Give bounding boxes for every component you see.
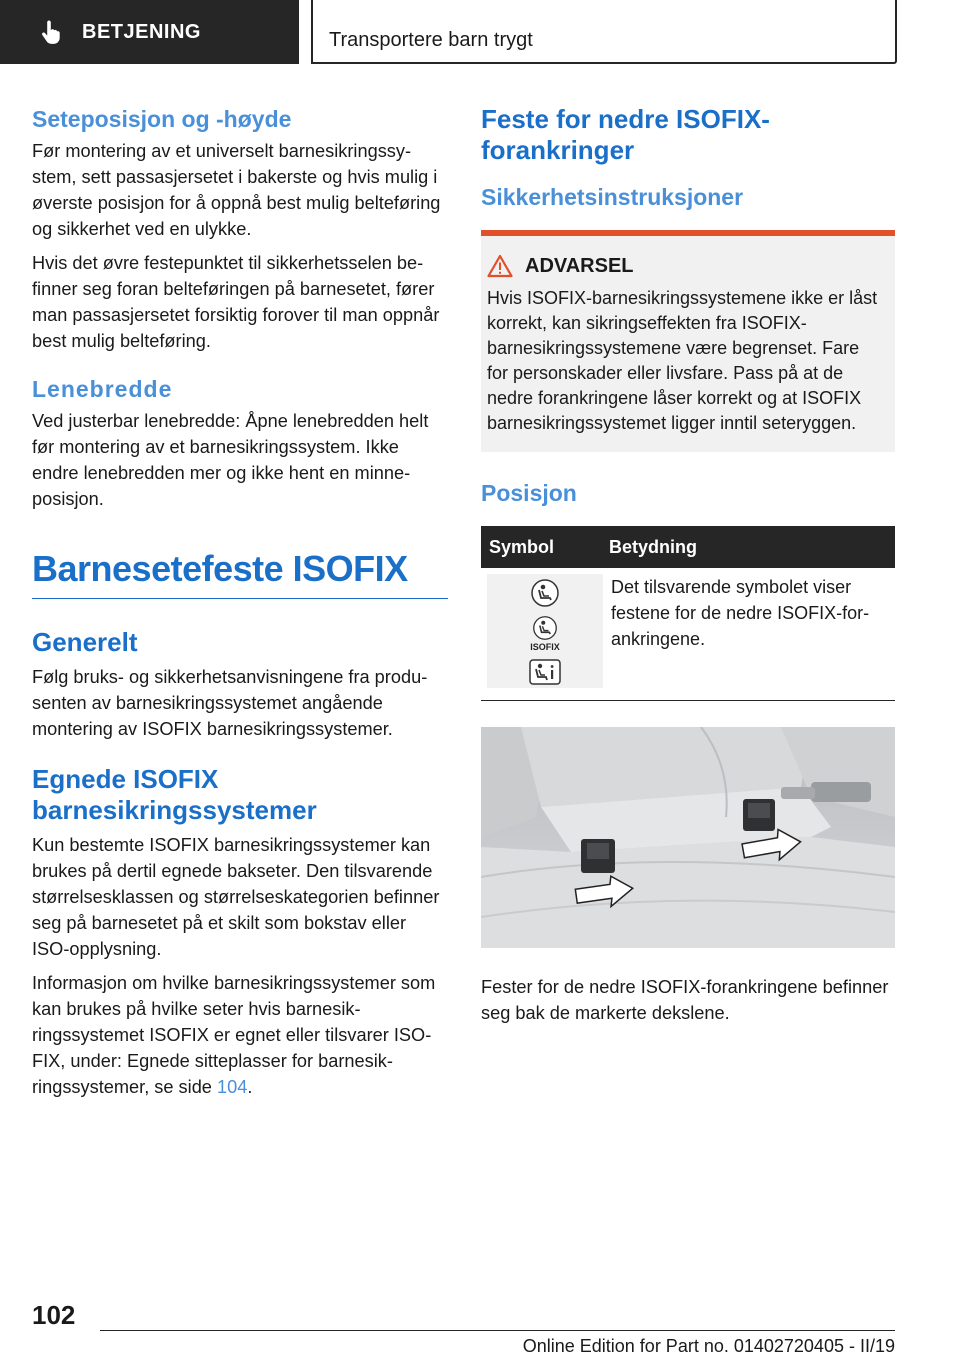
breadcrumb-label: Transportere barn trygt	[329, 29, 533, 51]
isofix-main-heading: Barnesetefeste ISOFIX	[32, 546, 448, 599]
section-tab[interactable]	[0, 0, 299, 64]
photo-caption: Fester for de nedre ISOFIX-forankringene befinner seg bak de markerte dekslene.	[481, 977, 889, 1023]
child-seat-isofix-icon	[532, 615, 558, 641]
isofix-symbols	[487, 574, 603, 688]
edition-footer: Online Edition for Part no. 01402720405 - II/19	[522, 1336, 895, 1356]
warning-text: Hvis ISOFIX-barnesikringssystemene ikke er låst korrekt, kan sikringseffekten fra ISOFIX-barnesikringssystemene være begrenset. Fare for personskader eller livsfare. Pass på at de nedre forankringene låser korrekt og at ISOFIX barnesikringssystemet ligger inntil seteryggen.	[487, 288, 878, 433]
warning-box	[481, 230, 895, 452]
general-title: Generelt	[32, 627, 138, 657]
isofix-labeled-symbol	[530, 615, 560, 652]
column-header-symbol: Symbol	[489, 536, 555, 557]
symbol-table	[481, 526, 895, 701]
page-reference-link[interactable]: 104	[216, 1077, 248, 1097]
breadcrumb[interactable]	[311, 0, 897, 64]
right-column	[481, 104, 895, 1034]
safety-instructions-title: Sikkerhetsinstruksjoner	[481, 184, 744, 210]
column-header-meaning: Betydning	[609, 536, 697, 557]
warning-triangle-icon	[487, 254, 513, 278]
backrest-width-title: Lenebredde	[32, 376, 173, 402]
position-title: Posisjon	[481, 480, 577, 506]
section-label: BETJENING	[82, 20, 201, 43]
table-row	[481, 568, 895, 701]
suitable-systems-text-2	[32, 970, 448, 1100]
isofix-anchor-photo	[481, 727, 895, 948]
warning-title: ADVARSEL	[525, 254, 634, 277]
lower-isofix-heading: Feste for nedre ISOFIX-forankringer	[481, 104, 770, 165]
footer-divider	[100, 1330, 895, 1331]
page-number: 102	[32, 1300, 76, 1330]
backrest-width-text: Ved justerbar lenebredde: Åpne lenebredden helt før montering av et barnesikringssystem. Ikke endre lenebredden mer og ikke hent en minne-posisjon.	[32, 411, 429, 509]
seat-position-text-2: Hvis det øvre festepunktet til sikkerhetsselen befinner seg foran belteføringen på barnesetet, fører man passasjersetet forsiktig forover til man oppnår best mulig belteføring.	[32, 253, 440, 351]
child-seat-circle-icon	[530, 578, 560, 608]
seat-position-text-1: Før montering av et universelt barnesikringssystem, sett passasjersetet i bakerste og hvis mulig i øverste posisjon for å oppnå best mulig belteføring og sikkerhet ved en ulykke.	[32, 141, 441, 239]
pointing-hand-icon	[40, 19, 64, 45]
suitable-systems-title: Egnede ISOFIX barnesikringssystemer	[32, 764, 317, 825]
seat-position-title: Seteposisjon og -høyde	[32, 106, 292, 132]
table-header	[481, 526, 895, 568]
symbol-meaning: Det tilsvarende symbolet viser festene for de nedre ISOFIX-forankringene.	[611, 577, 870, 649]
page-header	[0, 0, 960, 66]
child-seat-anchor-icon	[529, 659, 561, 685]
general-text: Følg bruks- og sikkerhetsanvisningene fra produsenten av barnesikringssystemet angående montering av ISOFIX barnesikringssystemer.	[32, 667, 428, 739]
warning-header	[487, 254, 879, 278]
isofix-symbol-label: ISOFIX	[530, 641, 560, 652]
suitable-systems-text-2-end: .	[247, 1077, 253, 1097]
suitable-systems-text-1: Kun bestemte ISOFIX barnesikringssystemer kan brukes på dertil egnede bakseter. Den tilsvarende størrelsesklassen og størrelseskategorien befinner seg på barnesetet på et skilt som bokstav eller ISO-opplysning.	[32, 835, 440, 959]
suitable-systems-text-2-body: Informasjon om hvilke barnesikringssystemer som kan brukes på hvilke seter hvis barnesikringssystemet ISOFIX er egnet eller tilsvarer ISOFIX, under: Egnede sitteplasser for barnesikringssystemer, se side	[32, 973, 436, 1097]
left-column	[32, 104, 448, 1108]
